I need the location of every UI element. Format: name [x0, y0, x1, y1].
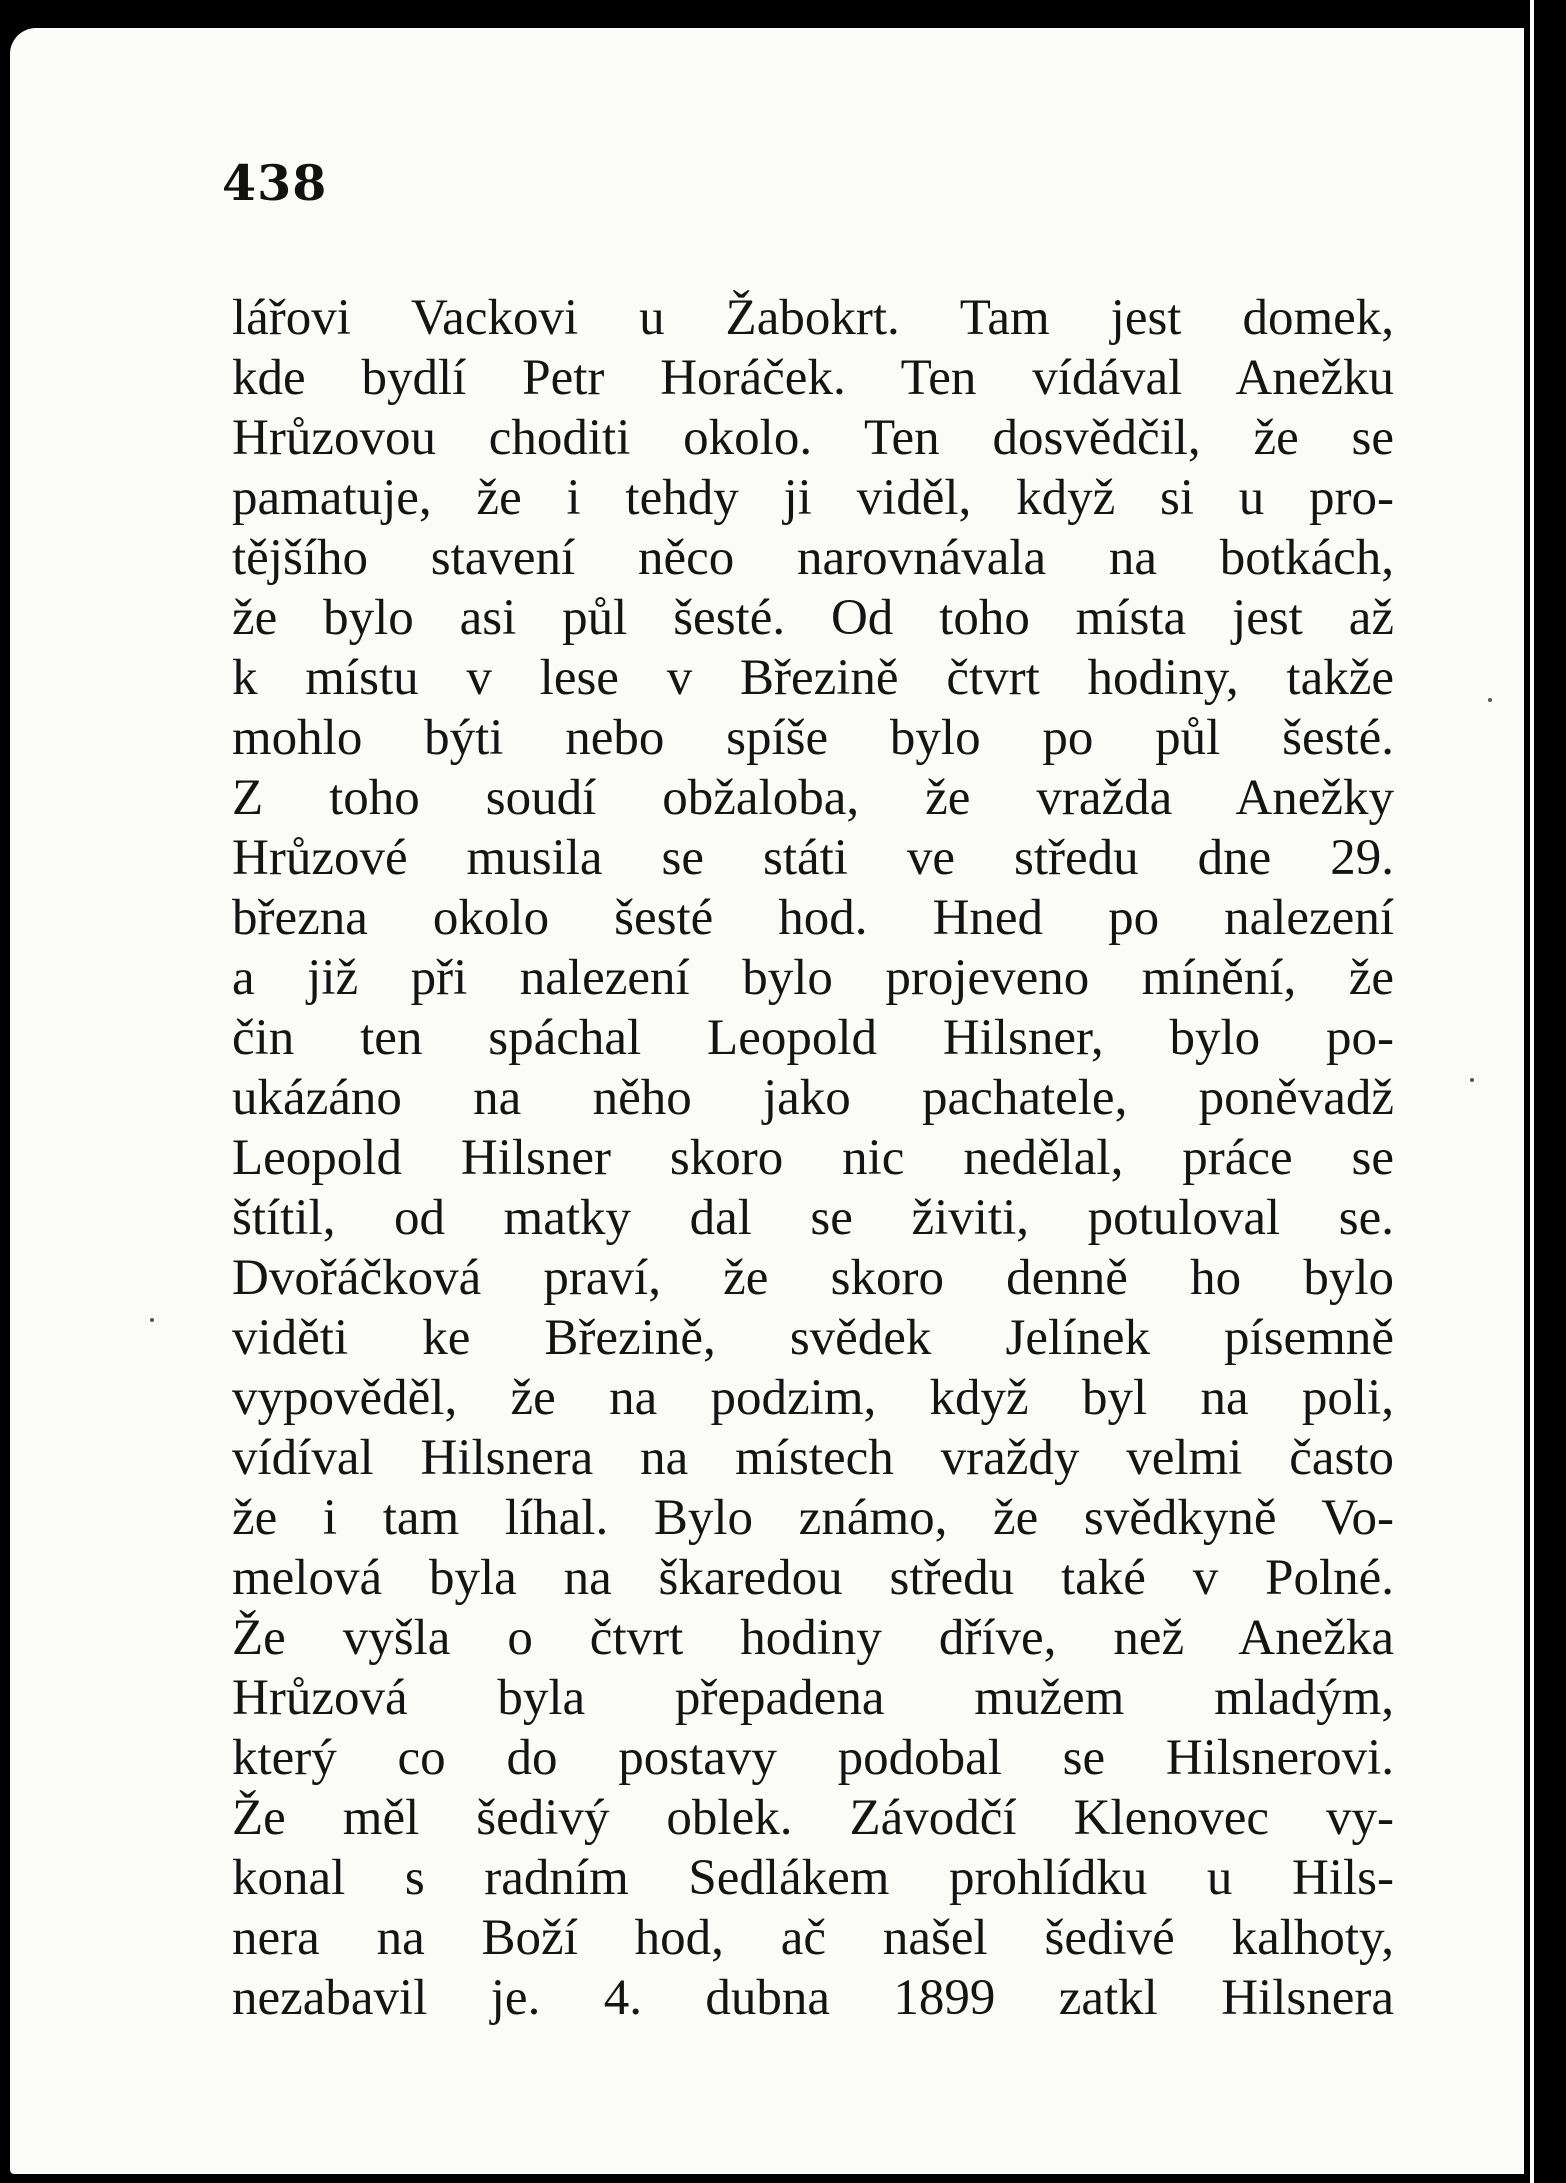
- text-line: že i tam líhal. Bylo známo, že svědkyně Vo-: [232, 1490, 1394, 1546]
- text-line: lářovi Vackovi u Žabokrt. Tam jest domek,: [232, 290, 1394, 346]
- paper-speck: [1488, 698, 1492, 702]
- text-line: a již při nalezení bylo projeveno mínění, že: [232, 950, 1394, 1006]
- text-line: tějšího stavení něco narovnávala na botkách,: [232, 530, 1394, 586]
- text-line: melová byla na škaredou středu také v Polné.: [232, 1550, 1394, 1606]
- text-line: že bylo asi půl šesté. Od toho místa jest až: [232, 590, 1394, 646]
- text-line: Z toho soudí obžaloba, že vražda Anežky: [232, 770, 1394, 826]
- text-line: Hrůzovou choditi okolo. Ten dosvědčil, že se: [232, 410, 1394, 466]
- text-line: nezabavil je. 4. dubna 1899 zatkl Hilsnera: [232, 1970, 1394, 2026]
- text-line: k místu v lese v Březině čtvrt hodiny, takže: [232, 650, 1394, 706]
- text-line: vypověděl, že na podzim, když byl na poli,: [232, 1370, 1394, 1426]
- text-line: Dvořáčková praví, že skoro denně ho bylo: [232, 1250, 1394, 1306]
- text-line: kde bydlí Petr Horáček. Ten vídával Anežku: [232, 350, 1394, 406]
- text-line: Hrůzové musila se státi ve středu dne 29.: [232, 830, 1394, 886]
- text-line: konal s radním Sedlákem prohlídku u Hils-: [232, 1850, 1394, 1906]
- text-line: čin ten spáchal Leopold Hilsner, bylo po-: [232, 1010, 1394, 1066]
- text-line: štítil, od matky dal se živiti, potuloval se.: [232, 1190, 1394, 1246]
- text-line: Že měl šedivý oblek. Závodčí Klenovec vy-: [232, 1790, 1394, 1846]
- body-text: [232, 288, 1394, 2028]
- text-line: mohlo býti nebo spíše bylo po půl šesté.: [232, 710, 1394, 766]
- text-line: pamatuje, že i tehdy ji viděl, když si u pro-: [232, 470, 1394, 526]
- text-line: nera na Boží hod, ač našel šedivé kalhoty,: [232, 1910, 1394, 1966]
- text-line: ukázáno na něho jako pachatele, poněvadž: [232, 1070, 1394, 1126]
- text-line: Hrůzová byla přepadena mužem mladým,: [232, 1670, 1394, 1726]
- text-line: března okolo šesté hod. Hned po nalezení: [232, 890, 1394, 946]
- text-line: který co do postavy podobal se Hilsnerovi.: [232, 1730, 1394, 1786]
- paper-speck: [150, 1318, 154, 1322]
- page-edge-rule: [1530, 0, 1534, 2183]
- paper-speck: [1470, 1078, 1474, 1082]
- text-line: Leopold Hilsner skoro nic nedělal, práce se: [232, 1130, 1394, 1186]
- book-page: [10, 28, 1524, 2174]
- text-line: vídíval Hilsnera na místech vraždy velmi často: [232, 1430, 1394, 1486]
- text-line: Že vyšla o čtvrt hodiny dříve, než Anežka: [232, 1610, 1394, 1666]
- page-number: 438: [222, 154, 328, 212]
- text-line: viděti ke Březině, svědek Jelínek písemně: [232, 1310, 1394, 1366]
